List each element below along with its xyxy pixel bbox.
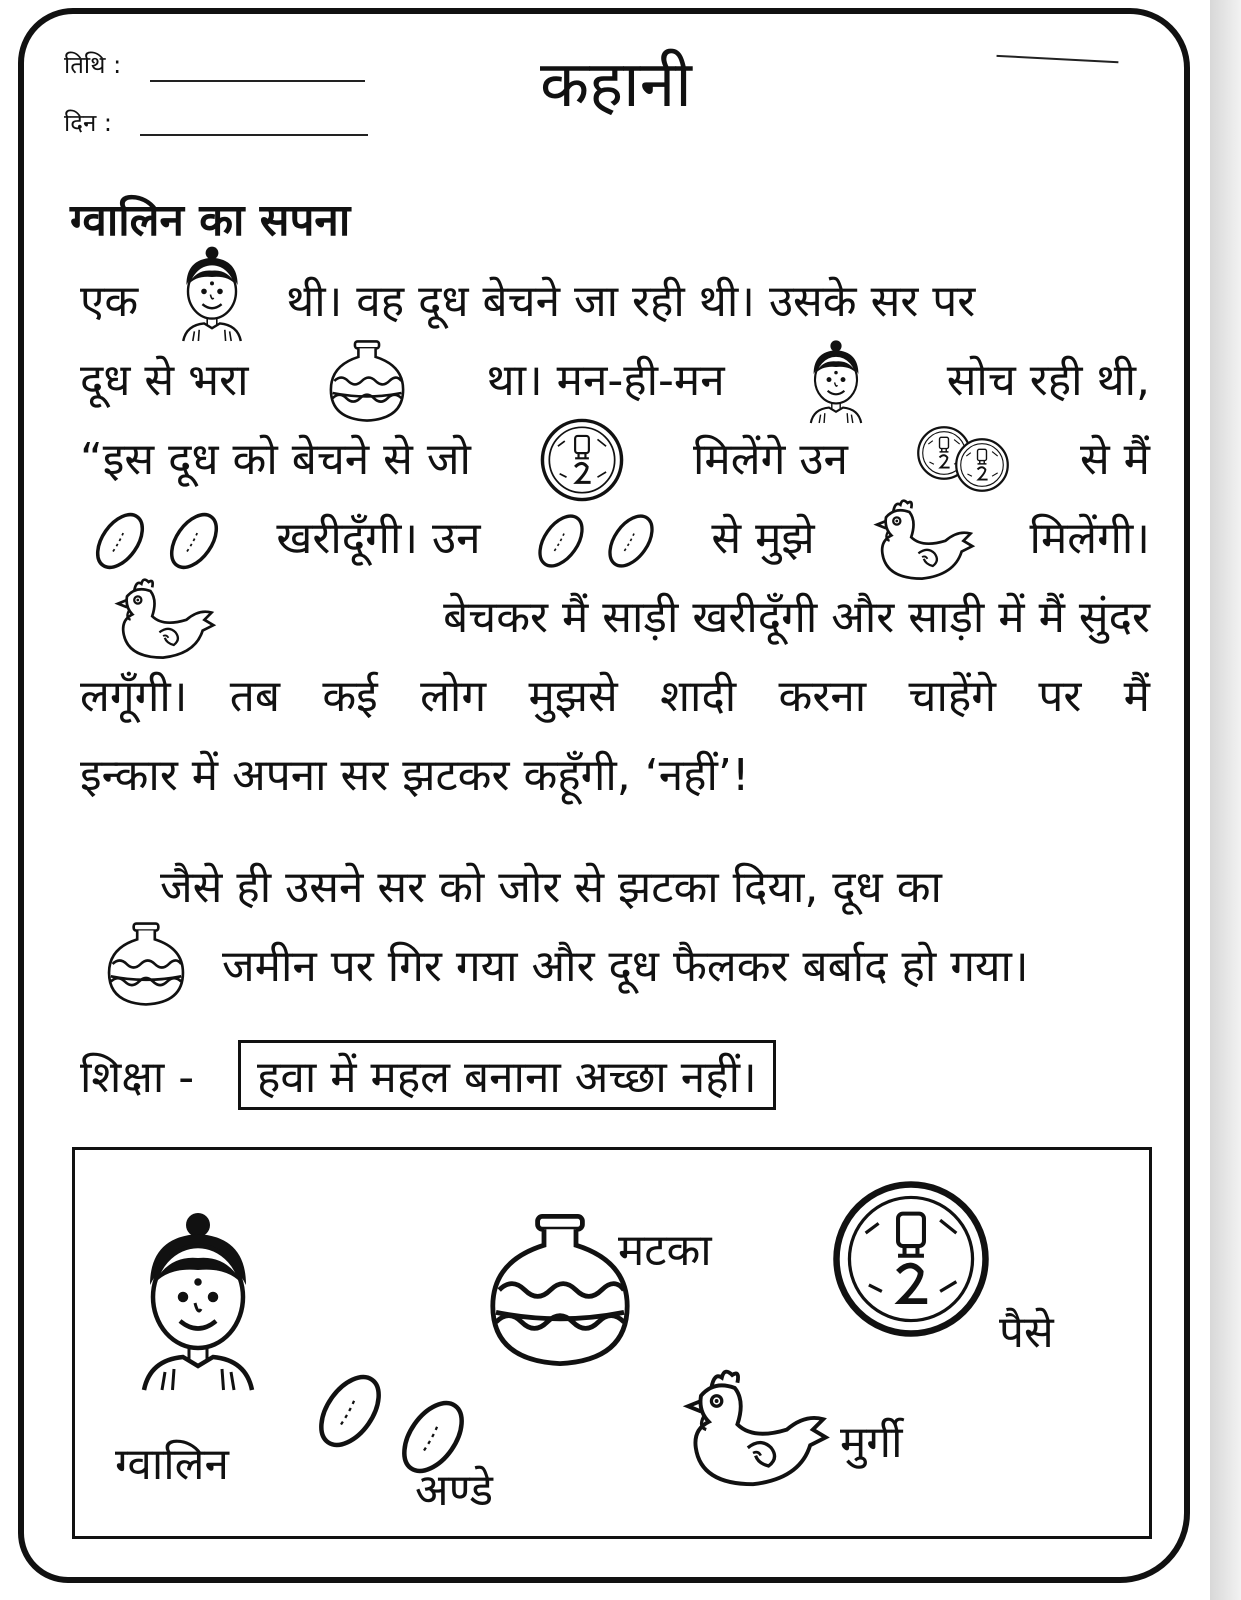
coin-icon [830, 1178, 992, 1340]
page-title: कहानी [540, 48, 692, 122]
story-line-2 [80, 341, 1150, 420]
pot-icon [102, 920, 190, 1008]
hen-icon [673, 1362, 833, 1492]
day-fill-line[interactable] [140, 134, 368, 136]
story-line-9 [80, 927, 1150, 1006]
story-text-segment: था। मन-ही-मन [486, 355, 725, 406]
story-text-segment: थी। वह दूध बेचने जा रही थी। उसके सर पर [286, 276, 976, 327]
milkmaid-icon [172, 243, 252, 343]
story-text-segment: जैसे ही उसने सर को जोर से झटका दिया, दूध का [160, 862, 942, 913]
egg-icon [164, 506, 224, 576]
story-text-segment: एक [80, 276, 139, 327]
eggs-pair [90, 499, 224, 578]
glossary-label-eggs: अण्डे [415, 1465, 494, 1516]
eggs-pair [533, 499, 659, 578]
story-line-6 [80, 657, 1150, 736]
story-line-8 [80, 848, 1150, 927]
story-text-segment: इन्कार में अपना सर झटकर कहूँगी, ‘नहीं’! [80, 750, 750, 801]
moral-box [238, 1040, 776, 1110]
pot-icon [324, 338, 410, 424]
story-title: ग्वालिन का सपना [70, 195, 351, 246]
coin-icon [539, 417, 625, 503]
coins-pair [916, 425, 1012, 495]
milkmaid-icon [123, 1200, 273, 1400]
page-edge [1210, 0, 1241, 1600]
moral-text: हवा में महल बनाना अच्छा नहीं। [257, 1052, 757, 1103]
story-text [80, 262, 1150, 815]
story-line-1 [80, 262, 1150, 341]
story-text-segment: बेचकर मैं साड़ी खरीदूँगी और साड़ी में मैं सुंदर [443, 592, 1150, 643]
glossary-label-pot: मटका [618, 1225, 712, 1276]
egg-icon [533, 508, 589, 574]
story-text-segment: “इस दूध को बेचने से जो [80, 434, 471, 485]
story-text-segment: मिलेंगे उन [693, 434, 848, 485]
date-label: तिथि : [64, 51, 122, 79]
story-text-segment: सोच रही थी, [946, 355, 1150, 406]
date-fill-line[interactable] [150, 80, 365, 82]
story-text-segment: से मुझे [711, 513, 815, 564]
story-text-segment: जमीन पर गिर गया और दूध फैलकर बर्बाद हो गया। [222, 941, 1029, 992]
story-line-4 [80, 499, 1150, 578]
coin-icon [954, 437, 1010, 493]
story-line-3 [80, 420, 1150, 499]
egg-icon [603, 508, 659, 574]
hen-icon [108, 573, 218, 663]
egg-icon [90, 506, 150, 576]
story-text-segment: मिलेंगी। [1029, 513, 1150, 564]
glossary-label-coin: पैसे [999, 1307, 1054, 1358]
story-text-segment: लगूँगी। तब कई लोग मुझसे शादी करना चाहेंगे पर मैं [80, 671, 1150, 722]
story-line-7 [80, 736, 1150, 815]
moral-label: शिक्षा - [80, 1052, 195, 1103]
glossary-label-milkmaid: ग्वालिन [115, 1439, 229, 1490]
story-text-segment: से मैं [1079, 434, 1150, 485]
glossary-label-hen: मुर्गी [840, 1417, 903, 1468]
story-line-5 [80, 578, 1150, 657]
picture-glossary [72, 1147, 1152, 1539]
day-label: दिन : [64, 109, 112, 137]
hen-icon [867, 494, 977, 584]
pot-icon [480, 1210, 640, 1370]
story-text-segment: दूध से भरा [80, 355, 249, 406]
story-text-2 [80, 848, 1150, 1006]
story-text-segment: खरीदूँगी। उन [276, 513, 481, 564]
milkmaid-icon [801, 337, 871, 425]
